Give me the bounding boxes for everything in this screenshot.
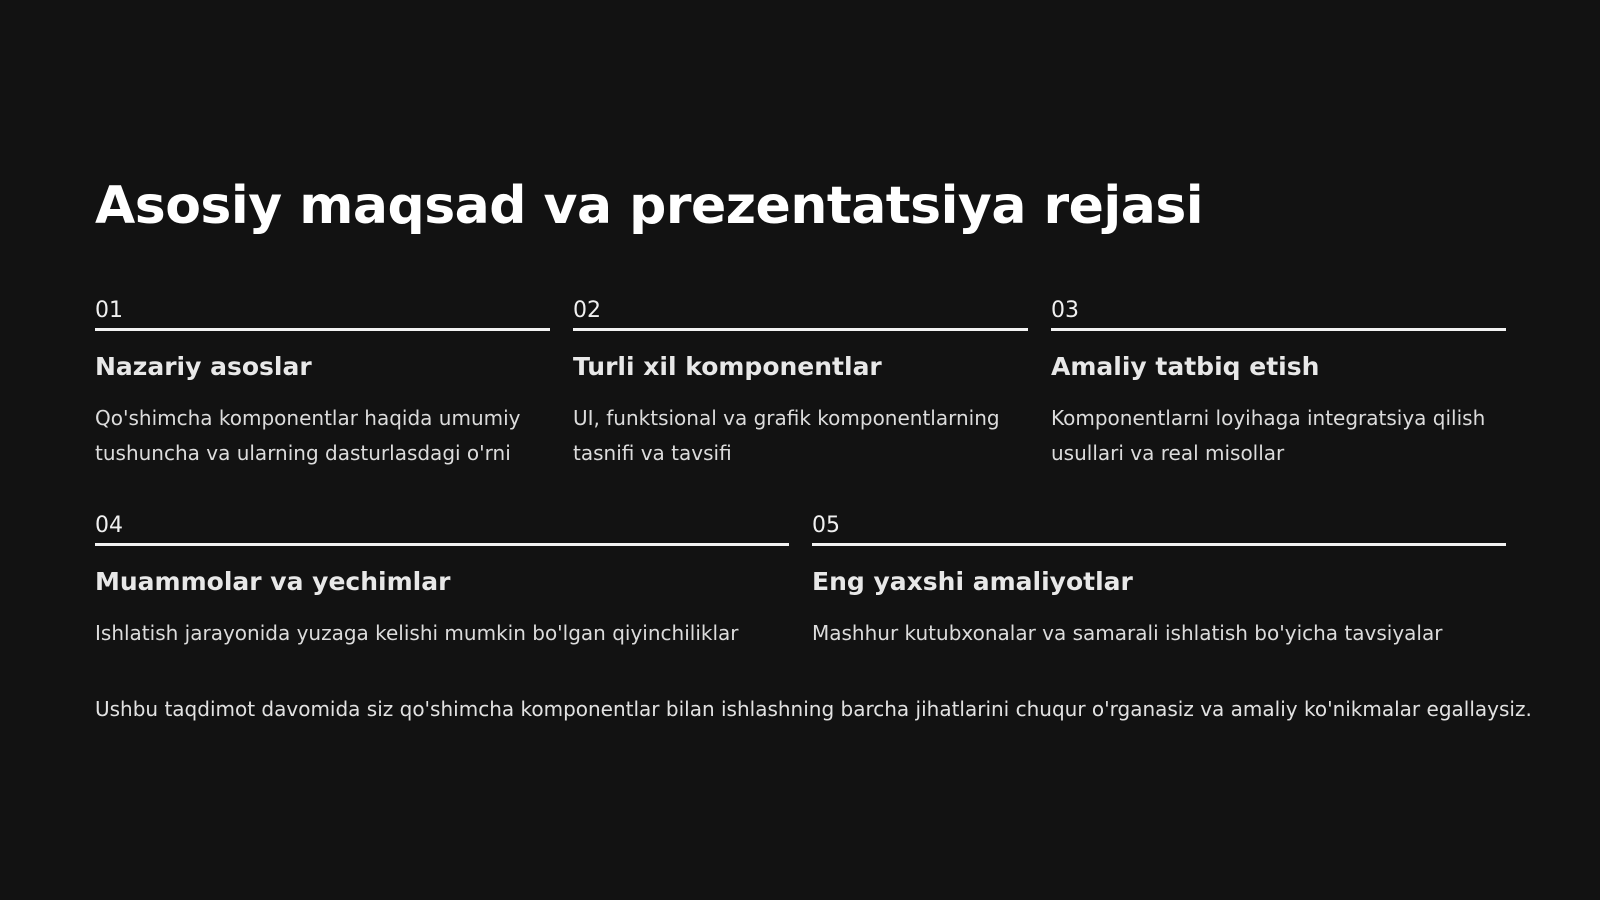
item-description: Qo'shimcha komponentlar haqida umumiy tushuncha va ularning dasturlasdagi o'rni [95,406,521,465]
item-divider [95,328,550,331]
item-heading: Amaliy tatbiq etish [1051,352,1320,381]
item-description: Komponentlarni loyihaga integratsiya qilish usullari va real misollar [1051,406,1486,465]
item-number: 03 [1051,298,1079,323]
slide-title: Asosiy maqsad va prezentatsiya rejasi [95,176,1204,236]
item-divider [95,543,789,546]
agenda-item-03 [1051,298,1506,471]
item-divider [1051,328,1506,331]
item-description: Mashhur kutubxonalar va samarali ishlatish bo'yicha tavsiyalar [812,621,1443,645]
item-number: 02 [573,298,601,323]
agenda-item-04 [95,513,789,651]
item-heading: Turli xil komponentlar [573,352,882,381]
item-description: Ishlatish jarayonida yuzaga kelishi mumkin bo'lgan qiyinchiliklar [95,621,739,645]
item-number: 05 [812,513,840,538]
agenda-item-01 [95,298,550,471]
summary-text: Ushbu taqdimot davomida siz qo'shimcha komponentlar bilan ishlashning barcha jihatlarini chuqur o'rganasiz va amaliy ko'nikmalar egallaysiz. [95,697,1532,721]
item-divider [812,543,1506,546]
item-number: 01 [95,298,123,323]
item-divider [573,328,1028,331]
item-heading: Nazariy asoslar [95,352,312,381]
agenda-item-05 [812,513,1506,651]
agenda-item-02 [573,298,1028,471]
item-number: 04 [95,513,123,538]
item-heading: Eng yaxshi amaliyotlar [812,567,1133,596]
item-description: UI, funktsional va grafik komponentlarning tasnifi va tavsifi [573,406,1000,465]
item-heading: Muammolar va yechimlar [95,567,451,596]
